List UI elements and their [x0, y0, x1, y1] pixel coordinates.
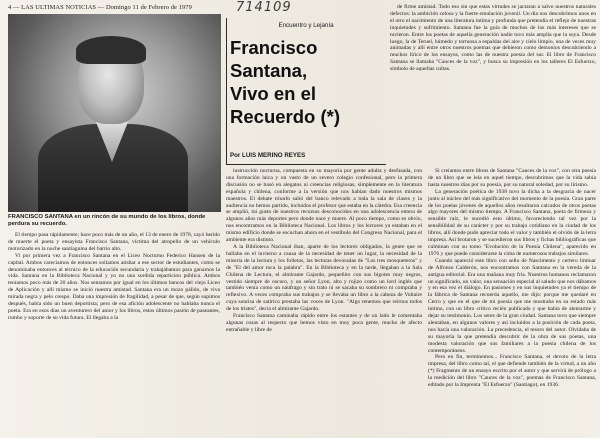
article-column-left — [8, 232, 220, 436]
paragraph: Vi por primera vez a Francisco Santana en el Liceo Nocturno Federico Hansen de la capital. Ambos carecíamos de entonces solíamos atisbar a ese sector de estudiantes, como se denominaba entonces al técnico de la educación secundaria y trabajábamos para ganarnos la vida. Santana en la Biblioteca Nacional y yo no una sordida reparticion pública. Ambos teníamos poco más de 20 años. Nos sentamos por igual en los últimos bancos del viejo Liceo de Aplicación y allí mismo se inició nuestra amistad. Santana era un mozo pálido, de viva mirada negra y pelo crespo. Daba una impresión de fragilidad, a pesar de que, según supimos después, había sido un buen deportista; pero de esa afición adolescente no hablaba nunca el poeta. Era en esos días un aventurero del amor y los libros, estos últimos pasión de paseantes, rumbo y soporte de su vida futura. El llegaba a la — [8, 252, 220, 321]
paragraph: instrucción nocturna, compuesta en su mayoría por gente adulta y desfasada, con una formación laica y un vasto de un severo colegio confesional, pero la primera discusión no se basó en alegatos ni creencias religiosas, simplemente en la literatura española y chilena, conforme a la versión que nos habían dado nuestros mismos maestros. El debate triunfo salió del banco relevado a toda la sala de clases y la audiencia no hemos partido, incluidos el profesor que estaba en la cátedra. Esa creencia se amplió, mi gusto de nuestros recursos desconocidos en una adolescencia entera de algunos años más deportes pero donde nace y muere. Al poco tiempo, como es obvio, nos encontramos en la Biblioteca Nacional. Los libros y los lectores ya estaban en el mismo edificio donde se escuchan ahora en el vestíbulo del Congreso Nacional, para el ambiente era distinto. — [226, 168, 422, 244]
headline-rule-bottom — [226, 164, 386, 165]
headline-rule-left — [226, 18, 227, 164]
paragraph: de firme amistad. Todo eso sin que estas virtudes se jactaran a salvo nuestros naturales defectos: la ambición celosa y la fuerte emulación juvenil. Un día nos descubrimos unos en el otro el nacimiento de una literatura íntima y profunda que pretendía el reflejo de nuestras inquietudes y sufrimiento. Santana fue la guía de muchos de los más intereses que se tuvieron. Entre los poetas de aquella generación nadie tuvo más amplia que la suya. Desde luego, la de Teruel, húmedo y tortuosa a espaldas del aire y cielo limpio, una de veces muy animadas y allí entre otros nuestros poemas que debieron como demonios descubriendo a muchos lírico de los ensayos, como las de nuestra poesía del sur. El libro de Francisco Santana se llamaba "Cauces de la voz", y busca su impresión en los talleres El Esfuerzo, símbolo de aquellas cultas. — [390, 4, 596, 73]
headline-line: Francisco Santana, — [230, 37, 318, 81]
paragraph: Pero en fin, terminemos... Francisco Santana, el devoto de la letra impresa, del libro como tal, el que defiende también de la virtud, a un año — [428, 354, 596, 366]
section-kicker: Encuentro y Lejanía — [278, 22, 334, 29]
photo-hair — [76, 36, 146, 64]
photo-caption: FRANCISCO SANTANA en un rincón de su mundo de los libros, donde perdura su recuerdo. — [8, 214, 206, 227]
article-column-middle — [226, 168, 422, 436]
paragraph: La generación poética de 1938 tuvo la dicha a la desgracia de nacer junto al núcleo del más significativo del momento de la poesía. Gran parte de los poetas jóvenes de aquellos años resultaron calcados de otros poetas algo mayores del mismo tiempo. A Francisco Santana, poeta de firmeza y sensible raíz, le sucedió esto último, favoreciendo tal vez por la sensibilidad de su carácter y por su trabajo cotidiano en la ciudad de los libros, allí donde pudo apreciar todo el valor y también el olvido de la letra impresa. Así brotaron y se sucedieron sus libros y fichas bibliográficas que culminan con su tomo "Evolución de la Poesía Chilena", aparecido en 1976 y que puede considerarse la cima de numerosos trabajos similares. — [428, 188, 596, 257]
handwritten-archive-number: 714109 — [236, 0, 292, 15]
paragraph: El tiempo pasa rápidamente; hace poco más de un año, el 13 de enero de 1978, cayó herido de muerte el poeta y ensayista Francisco Santana, víctima del atropello de un vehículo motorizado en la noche santiaguina del barrio alto. — [8, 232, 220, 252]
footnote: (*) Fragmento de un ensayo escrito por el autor y que servirá de prólogo a la reedición del libro "Cauces de la voz", poemas de Francisco Santana, editado por la Imprenta "El Esfuerzo" (Santiago), en 1936. — [428, 368, 596, 388]
headline — [230, 36, 384, 128]
author-photo — [8, 14, 221, 212]
paragraph: A la Biblioteca Nacional iban, aparte de los lectores obligados, la gente que se hallaba en el invierno a causa de la necesidad de tener un lugar, la necesidad de la miseria de la lectura y los folletos, las lecturas devoradas de "Los tres mosqueteros" y de "El del amor toca la palabra". En la Biblioteca y en la tarde, llegaban a la Sala Chilena de Lectura, el almirante Gajardo, pequeñito con sus bigotes muy negros, vestido siempre de oscuro, y un señor Lyon, alto y rojizo como un lord inglés que también venía como un náufrago y sin trato ni se sacaba su sombrero ni compraba y reflexivo. A veces compraba sus trabajos y se llevaba un libro a la cabeza de Voltaire cuya sonrisa de satírico prestaba las voces de Lyon. "Algo tenemos que reírnos todos de los tristes", decía el almirante Gajardo. — [226, 243, 422, 313]
article-column-right — [428, 168, 596, 366]
paragraph: Francisco Santana caminaba rápido entre los estantes y de un lado le comentaba algunas cosas al respecto que hemos visto en muy poca gente, mucho de afecto entrañable y libre de — [226, 313, 422, 333]
paragraph: Si creíamos entre libros de Santana "Cauces de la voz", con otra poesía de un libro que se leía en aquel tiempo, descubrimos que la vida sabía hasta nuestros días por su poesía, por su natural soledad, por su lirismo. — [428, 168, 596, 188]
byline: Por LUIS MERINO REYES — [230, 152, 306, 159]
headline-line: Recuerdo (*) — [230, 106, 340, 127]
headline-box — [226, 20, 386, 162]
headline-line: Vivo en el — [230, 83, 317, 104]
article-column-right-top — [390, 4, 596, 164]
page-header: 4 — LAS ULTIMAS NOTICIAS — Domingo 11 de Febrero de 1979 — [8, 4, 192, 11]
paragraph: Cuando apareció este libro con sello de Nascimento y certero liminar de Alfonso Calderón, nos encontramos con Santana en la vereda de la antigua editorial. Era una mañana muy fría. Nuestros humanos reclamaron un significado, un valor, una sensación especial al saludo que nos dábamos y en esa vez el diálogo. En pasiones y en sus inquietudes ya el tiempo de la fábrica de Santana recuerda aquello, me dijo: porque me quedaré en Cerro y que en el que de mi poesía que me mostraba en su estado más íntimo, con un libro crítico recién publicado y que había de alentarme y dejar su testimonio. Los seres de la gran ciudad. Santana tuvo que siempre alentaban, en algunos valores y así incluidos a la posición de cada poeta, nos hacía una valoración. La precedencia, el tesoro del autor. Olvidaba de su mayoría la que pretendía descubrir de la obra de sus poetas, una modesta valoración que sus familiares a la poesía chilena de los contemporáneos. — [428, 257, 596, 354]
